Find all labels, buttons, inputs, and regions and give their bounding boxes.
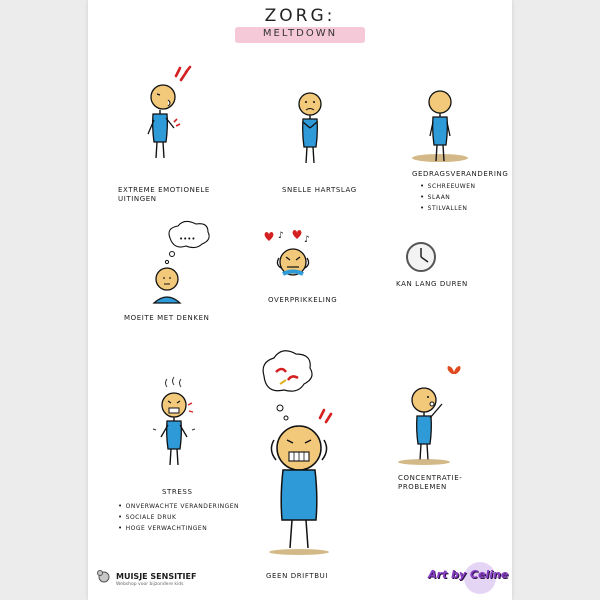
brand-name: MUISJE SENSITIEF bbox=[116, 572, 197, 581]
list-item: • ONVERWACHTE VERANDERINGEN bbox=[118, 501, 239, 512]
brand-tagline: Webshop voor bijzondere kids bbox=[116, 582, 184, 587]
label-thinking: MOEITE MET DENKEN bbox=[124, 314, 210, 322]
label-heartbeat: SNELLE HARTSLAG bbox=[282, 186, 357, 194]
svg-text:♪: ♪ bbox=[278, 231, 284, 241]
behaviour-figure-icon bbox=[412, 91, 468, 162]
artist-logo: Art by Celine bbox=[428, 568, 509, 581]
subtitle-highlight bbox=[235, 27, 365, 43]
list-item: • SOCIALE DRUK bbox=[118, 512, 239, 523]
heartbeat-figure-icon bbox=[299, 93, 321, 163]
list-item: • STILVALLEN bbox=[420, 203, 476, 214]
behaviour-list bbox=[420, 181, 476, 214]
overstim-figure-icon bbox=[265, 230, 310, 275]
list-item: • SCHREEUWEN bbox=[420, 181, 476, 192]
concentration-figure-icon bbox=[398, 366, 461, 465]
label-stress: STRESS bbox=[162, 488, 193, 496]
label-overstim: OVERPRIKKELING bbox=[268, 296, 338, 304]
label-concentration: CONCENTRATIE- PROBLEMEN bbox=[398, 474, 463, 492]
poster bbox=[88, 0, 512, 600]
thinking-figure-icon bbox=[154, 221, 209, 303]
stress-figure-icon bbox=[153, 377, 195, 465]
label-emotional: EXTREME EMOTIONELE UITINGEN bbox=[118, 186, 210, 204]
page-title: ZORG: bbox=[264, 6, 336, 26]
clock-icon bbox=[407, 243, 435, 271]
list-item: • SLAAN bbox=[420, 192, 476, 203]
emotional-figure-icon bbox=[148, 67, 190, 158]
tantrum-figure-icon bbox=[263, 351, 331, 555]
label-duration: KAN LANG DUREN bbox=[396, 280, 468, 288]
mouse-logo-icon bbox=[98, 571, 110, 583]
svg-text:••••: •••• bbox=[179, 235, 196, 243]
list-item: • HOGE VERWACHTINGEN bbox=[118, 523, 239, 534]
label-tantrum: GEEN DRIFTBUI bbox=[266, 572, 329, 580]
page-subtitle: MELTDOWN bbox=[262, 28, 338, 39]
label-behaviour: GEDRAGSVERANDERING bbox=[412, 170, 509, 178]
stress-list bbox=[118, 501, 239, 534]
svg-text:♪: ♪ bbox=[304, 235, 310, 245]
